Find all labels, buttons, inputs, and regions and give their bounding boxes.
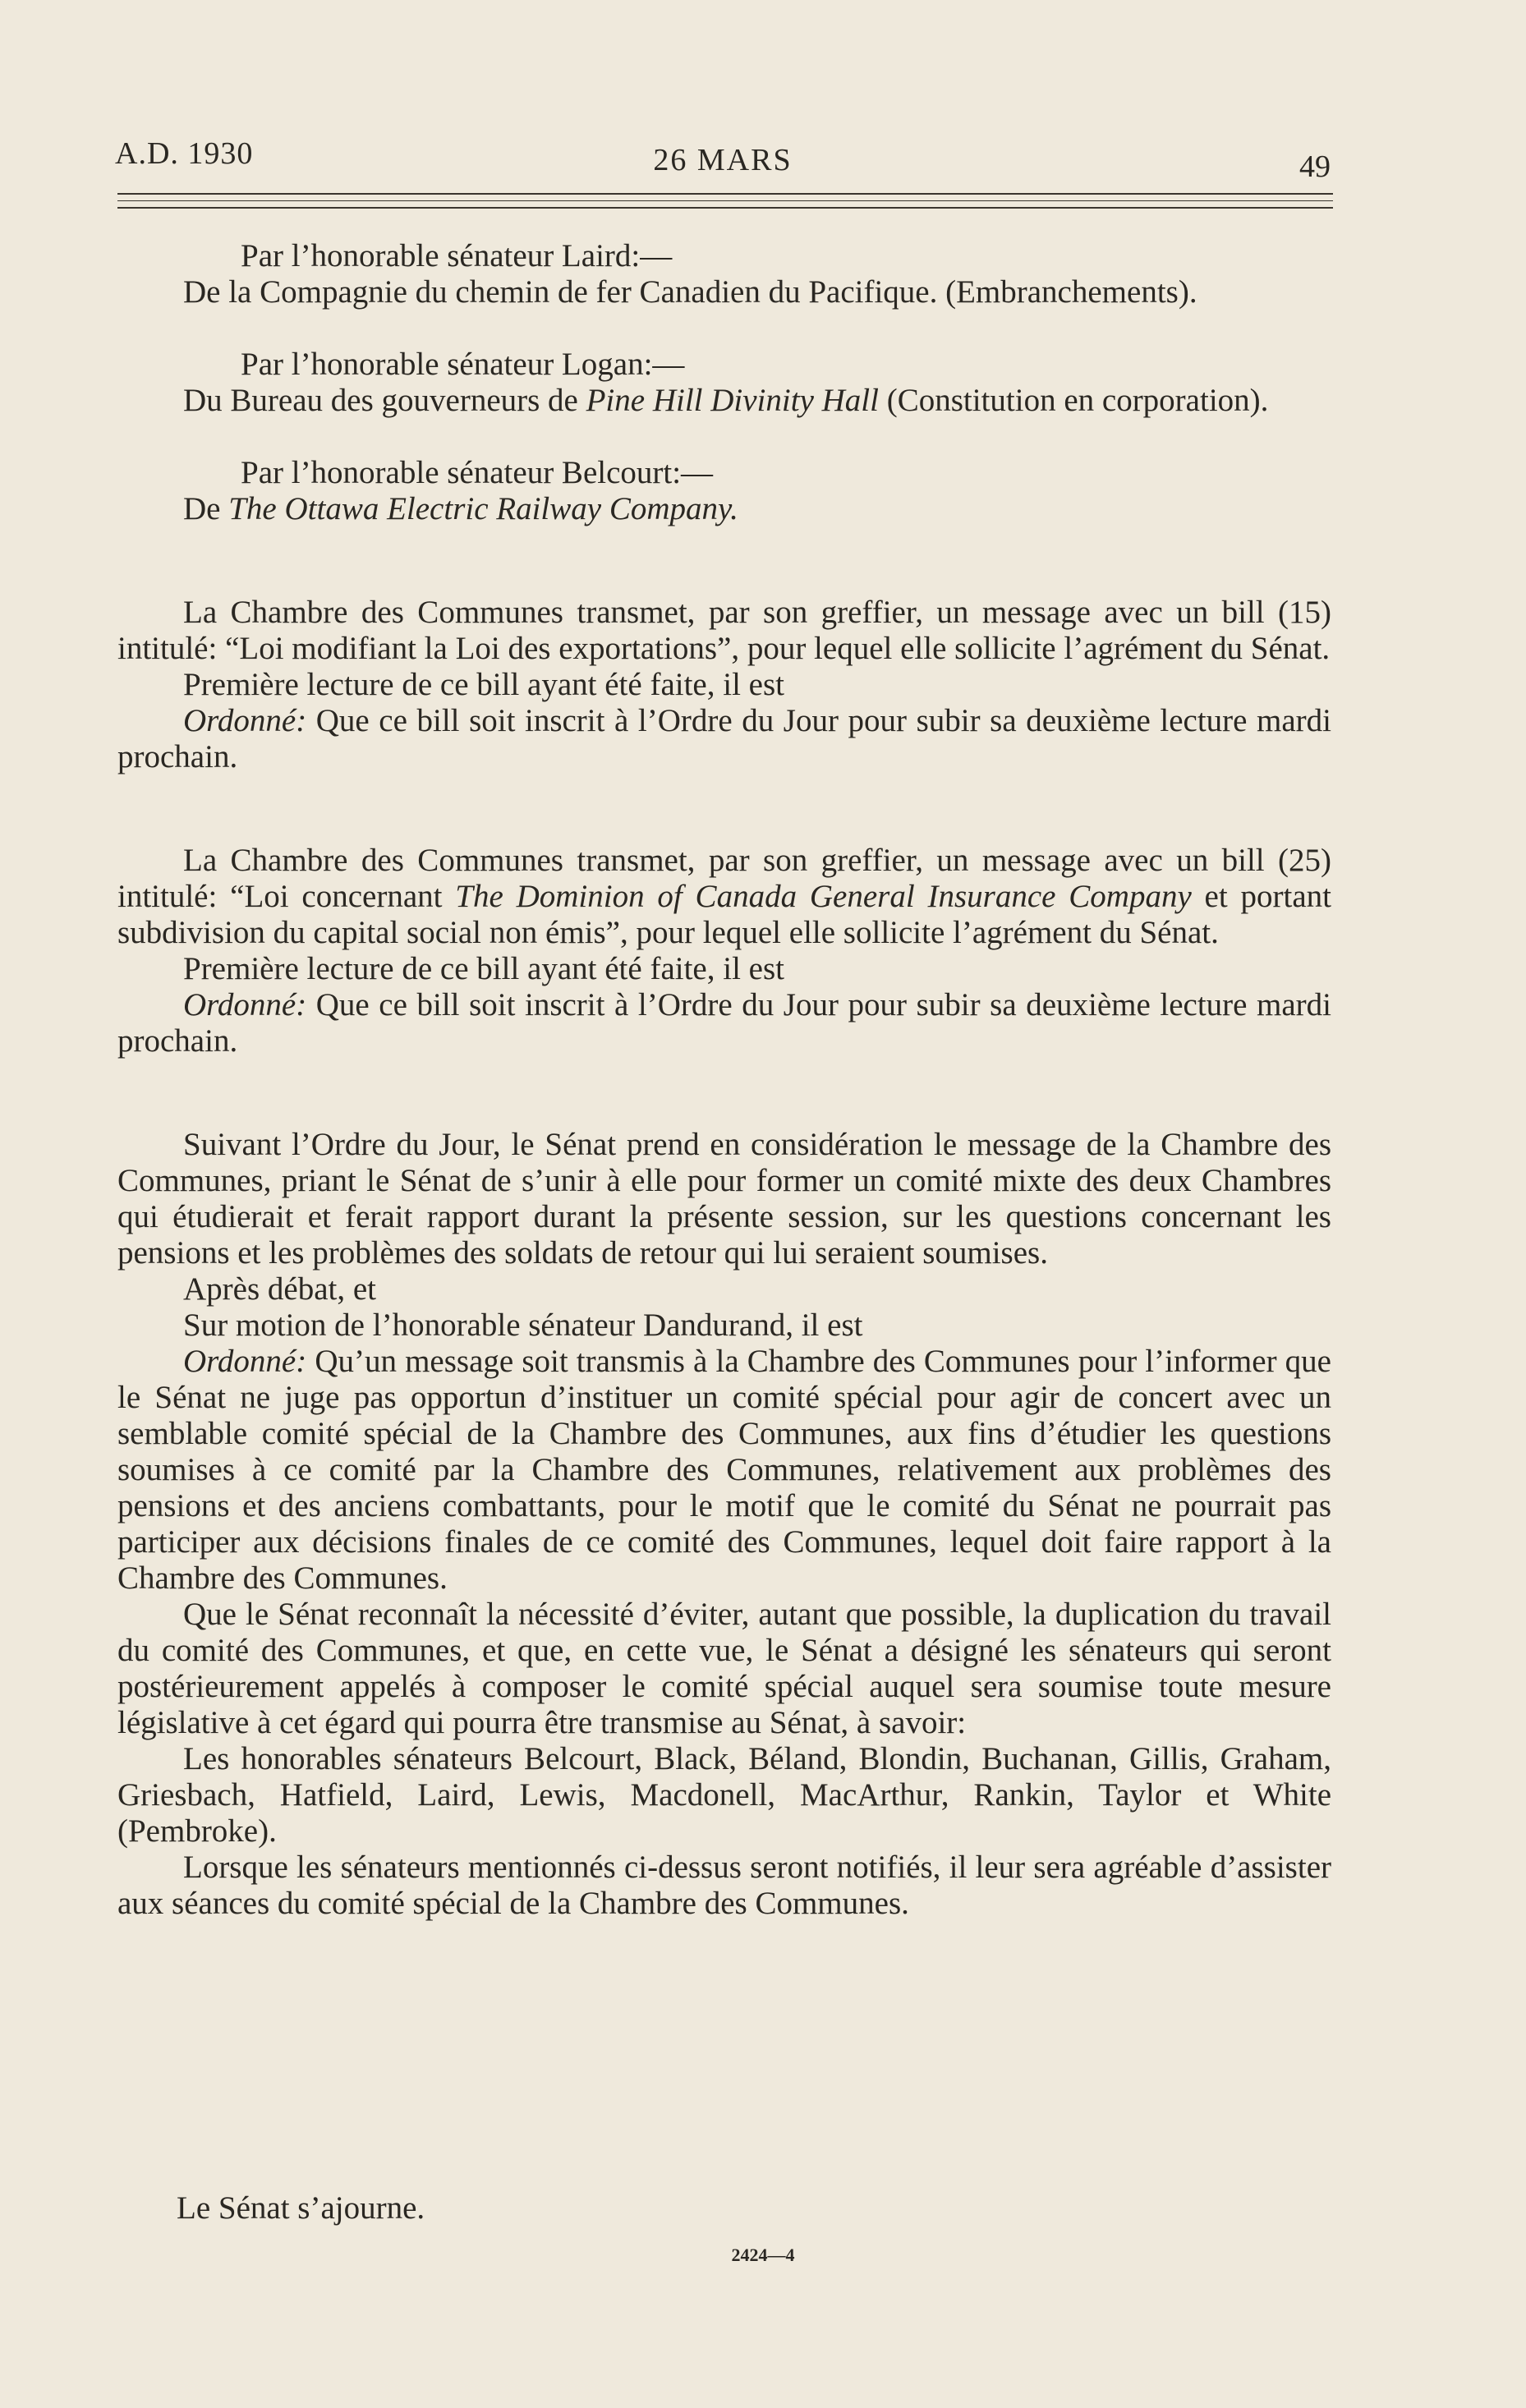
resolution-paragraph: Que le Sénat reconnaît la nécessité d’éviter, autant que possible, la duplication du travail du comité des Communes, et que, en cette vue, le Sénat a désigné les sénateurs qui seront postérieurement appelés à composer le comité spécial auquel sera soumise toute mesure législative à cet égard qui pourra être transmise au Sénat, à savoir:: [117, 1597, 1331, 1740]
motion-line: Sur motion de l’honorable sénateur Dandurand, il est: [183, 1307, 863, 1343]
notification-paragraph: Lorsque les sénateurs mentionnés ci-dessus seront notifiés, il leur sera agréable d’assister aux séances du comité spécial de la Chambre des Communes.: [117, 1850, 1331, 1921]
order-paragraph: Ordonné: Que ce bill soit inscrit à l’Ordre du Jour pour subir sa deuxième lecture mardi prochain.: [117, 703, 1331, 774]
petition-text: De The Ottawa Electric Railway Company.: [183, 491, 738, 526]
header-date: 26 MARS: [653, 143, 793, 177]
order-paragraph: Ordonné: Qu’un message soit transmis à la Chambre des Communes pour l’informer que le Sénat ne juge pas opportun d’instituer un comité spécial pour agir de concert avec un semblable comité spécial de la Chambre des Communes, aux fins d’étudier les questions soumises à ce comité par la Chambre des Communes, relativement aux problèmes des pensions et des anciens combattants, pour le motif que le comité du Sénat ne pourrait pas participer aux décisions finales de ce comité des Communes, lequel doit faire rapport à la Chambre des Communes.: [117, 1344, 1331, 1596]
printer-signature: 2424—4: [731, 2245, 795, 2265]
bill-message: La Chambre des Communes transmet, par son greffier, un message avec un bill (15) intitulé: “Loi modifiant la Loi des exportations”, pour lequel elle sollicite l’agrément du Sénat.: [117, 595, 1331, 666]
debate-line: Après débat, et: [183, 1271, 376, 1307]
bill-message: La Chambre des Communes transmet, par son greffier, un message avec un bill (25) intitulé: “Loi concernant The Dominion of Canada General Insurance Company et portant subdivision du capital social non émis”, pour lequel elle sollicite l’agrément du Sénat.: [117, 843, 1331, 950]
petition-text: De la Compagnie du chemin de fer Canadien du Pacifique. (Embranchements).: [183, 274, 1197, 310]
header-rule: [117, 200, 1333, 201]
header-rule: [117, 193, 1333, 195]
page-number: 49: [1299, 149, 1331, 184]
header-year: A.D. 1930: [115, 136, 254, 171]
petition-intro: Par l’honorable sénateur Belcourt:—: [241, 455, 714, 490]
petition-intro: Par l’honorable sénateur Logan:—: [241, 347, 685, 382]
document-body: [117, 238, 1331, 1922]
first-reading: Première lecture de ce bill ayant été faite, il est: [183, 667, 784, 702]
petition-intro: Par l’honorable sénateur Laird:—: [241, 238, 673, 273]
adjournment-line: Le Sénat s’ajourne.: [177, 2190, 425, 2226]
running-header: [115, 136, 1331, 185]
petition-text: Du Bureau des gouverneurs de Pine Hill Divinity Hall (Constitution en corporation).: [183, 383, 1269, 418]
first-reading: Première lecture de ce bill ayant été faite, il est: [183, 951, 784, 986]
consideration-paragraph: Suivant l’Ordre du Jour, le Sénat prend en considération le message de la Chambre des Communes, priant le Sénat de s’unir à elle pour former un comité mixte des deux Chambres qui étudierait et ferait rapport durant la présente session, sur les questions concernant les pensions et les problèmes des soldats de retour qui lui seraient soumises.: [117, 1127, 1331, 1271]
senators-list: Les honorables sénateurs Belcourt, Black, Béland, Blondin, Buchanan, Gillis, Graham, Griesbach, Hatfield, Laird, Lewis, Macdonell, MacArthur, Rankin, Taylor et White (Pembroke).: [117, 1741, 1331, 1849]
header-rule: [117, 207, 1333, 209]
order-paragraph: Ordonné: Que ce bill soit inscrit à l’Ordre du Jour pour subir sa deuxième lecture mardi prochain.: [117, 987, 1331, 1059]
